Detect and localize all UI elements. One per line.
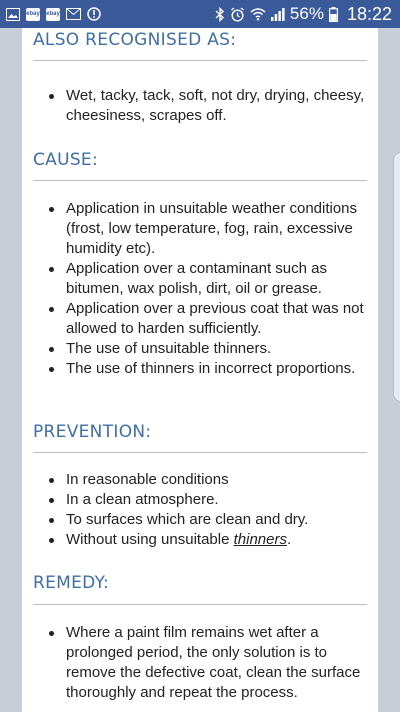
battery-percent: 56% xyxy=(289,4,324,23)
remedy-list xyxy=(33,623,369,703)
list-item: Application in unsuitable weather conditions (frost, low temperature, fog, rain, excessive humidity etc). xyxy=(33,199,369,259)
document-page xyxy=(22,28,378,712)
ebay-icon: ebay xyxy=(46,8,60,21)
heading-prevention: PREVENTION: xyxy=(33,422,152,442)
mail-icon xyxy=(66,8,81,20)
prevention-list xyxy=(33,470,369,550)
side-panel-handle[interactable] xyxy=(393,152,400,402)
list-item: In a clean atmosphere. xyxy=(33,490,369,510)
status-bar xyxy=(0,0,400,28)
list-item: The use of thinners in incorrect proportions. xyxy=(33,359,369,379)
wifi-icon xyxy=(250,7,266,21)
list-item: In reasonable conditions xyxy=(33,470,369,490)
divider xyxy=(33,60,367,61)
heading-remedy: REMEDY: xyxy=(33,573,110,593)
aka-list xyxy=(33,86,369,126)
divider xyxy=(33,604,367,605)
list-item: Wet, tacky, tack, soft, not dry, drying, cheesy, cheesiness, scrapes off. xyxy=(33,86,369,126)
heading-cause: CAUSE: xyxy=(33,150,99,170)
left-margin xyxy=(0,28,22,712)
alert-icon xyxy=(87,7,101,21)
heading-also-recognised: ALSO RECOGNISED AS: xyxy=(33,30,237,50)
ebay-icon: ebay xyxy=(26,8,40,21)
list-item: Application over a contaminant such as bitumen, wax polish, dirt, oil or grease. xyxy=(33,259,369,299)
cause-list xyxy=(33,199,369,379)
list-item-text: . xyxy=(286,531,292,548)
divider xyxy=(33,452,367,453)
battery-icon xyxy=(329,7,338,22)
bluetooth-icon xyxy=(215,7,225,22)
list-item xyxy=(33,530,369,550)
list-item-text: Without using unsuitable xyxy=(66,531,234,548)
clock: 18:22 xyxy=(346,3,392,24)
list-item: To surfaces which are clean and dry. xyxy=(33,510,369,530)
list-item: Where a paint film remains wet after a prolonged period, the only solution is to remove the defective coat, clean the surface thoroughly and repeat the process. xyxy=(33,623,369,703)
list-item: Application over a previous coat that was not allowed to harden sufficiently. xyxy=(33,299,369,339)
thinners-link[interactable]: thinners xyxy=(233,531,287,548)
signal-icon xyxy=(271,8,285,21)
image-icon xyxy=(6,8,20,21)
divider xyxy=(33,180,367,181)
list-item: The use of unsuitable thinners. xyxy=(33,339,369,359)
alarm-icon xyxy=(230,7,245,22)
